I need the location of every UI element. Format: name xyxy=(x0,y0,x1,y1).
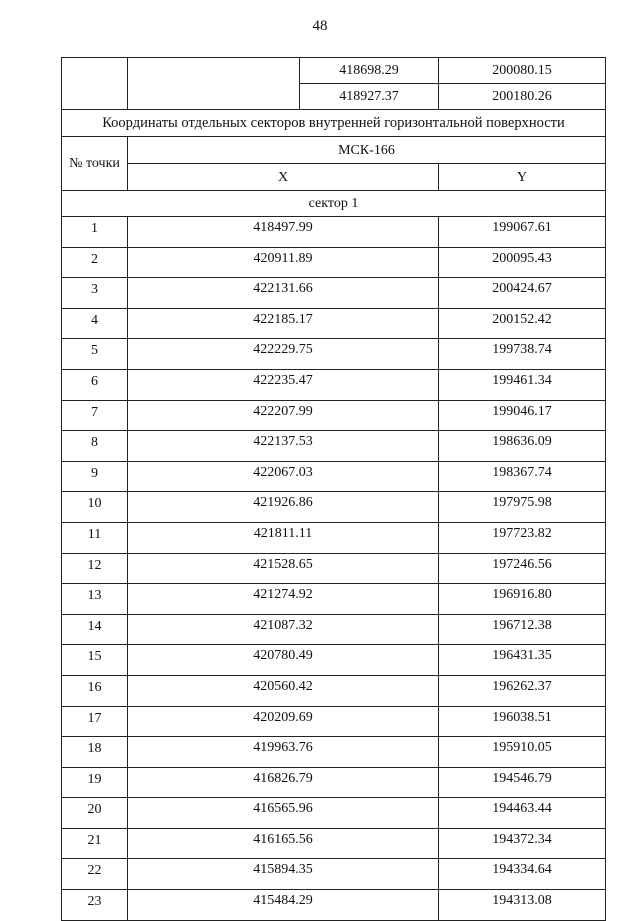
x-value-cell: 418698.29 xyxy=(300,58,439,84)
point-number-cell: 10 xyxy=(62,492,128,523)
y-value-cell: 200424.67 xyxy=(439,278,606,309)
table-row xyxy=(62,767,606,798)
table-row xyxy=(62,706,606,737)
point-number-cell: 17 xyxy=(62,706,128,737)
x-value-cell: 422131.66 xyxy=(128,278,439,309)
x-value-cell: 422235.47 xyxy=(128,369,439,400)
x-value-cell: 420560.42 xyxy=(128,675,439,706)
x-value-cell: 418927.37 xyxy=(300,84,439,110)
y-value-cell: 199461.34 xyxy=(439,369,606,400)
table-row xyxy=(62,369,606,400)
table-row xyxy=(62,339,606,370)
point-number-cell: 1 xyxy=(62,217,128,248)
point-number-header: № точки xyxy=(62,137,128,191)
y-value-cell: 198636.09 xyxy=(439,431,606,462)
coordinates-table xyxy=(61,57,606,921)
y-value-cell: 199067.61 xyxy=(439,217,606,248)
table-row xyxy=(62,492,606,523)
x-value-cell: 421811.11 xyxy=(128,522,439,553)
point-number-cell: 6 xyxy=(62,369,128,400)
y-column-header: Y xyxy=(439,164,606,191)
x-value-cell: 422185.17 xyxy=(128,308,439,339)
x-value-cell: 421274.92 xyxy=(128,584,439,615)
y-value-cell: 196038.51 xyxy=(439,706,606,737)
point-number-cell: 18 xyxy=(62,737,128,768)
point-number-cell: 4 xyxy=(62,308,128,339)
table-row xyxy=(62,737,606,768)
point-number-cell: 23 xyxy=(62,890,128,921)
y-value-cell: 198367.74 xyxy=(439,461,606,492)
page-number: 48 xyxy=(312,18,328,34)
section-title-row xyxy=(62,110,606,137)
table-row xyxy=(62,614,606,645)
table-row xyxy=(62,461,606,492)
table-row xyxy=(62,828,606,859)
x-value-cell: 416826.79 xyxy=(128,767,439,798)
y-value-cell: 194463.44 xyxy=(439,798,606,829)
y-value-cell: 196262.37 xyxy=(439,675,606,706)
table-row xyxy=(62,584,606,615)
point-number-cell: 20 xyxy=(62,798,128,829)
x-value-cell: 422207.99 xyxy=(128,400,439,431)
y-value-cell: 199738.74 xyxy=(439,339,606,370)
point-number-cell: 8 xyxy=(62,431,128,462)
point-number-cell: 19 xyxy=(62,767,128,798)
point-number-cell: 2 xyxy=(62,247,128,278)
point-number-cell: 16 xyxy=(62,675,128,706)
x-value-cell: 421528.65 xyxy=(128,553,439,584)
y-value-cell: 195910.05 xyxy=(439,737,606,768)
section-title: Координаты отдельных секторов внутренней горизонтальной поверхности xyxy=(62,110,606,137)
table-row xyxy=(62,675,606,706)
y-value-cell: 194313.08 xyxy=(439,890,606,921)
table-row xyxy=(62,58,606,84)
x-value-cell: 415894.35 xyxy=(128,859,439,890)
point-number-cell: 5 xyxy=(62,339,128,370)
y-value-cell: 194546.79 xyxy=(439,767,606,798)
point-number-cell: 22 xyxy=(62,859,128,890)
x-value-cell: 420780.49 xyxy=(128,645,439,676)
header-row xyxy=(62,137,606,164)
x-value-cell: 422137.53 xyxy=(128,431,439,462)
x-value-cell: 422067.03 xyxy=(128,461,439,492)
table-row xyxy=(62,645,606,676)
table-row xyxy=(62,278,606,309)
table-row xyxy=(62,217,606,248)
y-value-cell: 197246.56 xyxy=(439,553,606,584)
coordinate-system-header: МСК-166 xyxy=(128,137,606,164)
x-value-cell: 422229.75 xyxy=(128,339,439,370)
point-number-cell: 3 xyxy=(62,278,128,309)
table-row xyxy=(62,859,606,890)
x-value-cell: 420911.89 xyxy=(128,247,439,278)
y-value-cell: 200152.42 xyxy=(439,308,606,339)
point-number-cell: 13 xyxy=(62,584,128,615)
y-value-cell: 200080.15 xyxy=(439,58,606,84)
sector-row xyxy=(62,191,606,217)
y-value-cell: 194334.64 xyxy=(439,859,606,890)
header-row xyxy=(62,164,606,191)
x-value-cell: 420209.69 xyxy=(128,706,439,737)
point-number-cell: 11 xyxy=(62,522,128,553)
table-row xyxy=(62,890,606,921)
y-value-cell: 196712.38 xyxy=(439,614,606,645)
table-row xyxy=(62,431,606,462)
x-column-header: X xyxy=(128,164,439,191)
y-value-cell: 196916.80 xyxy=(439,584,606,615)
table-row xyxy=(62,308,606,339)
point-number-cell: 21 xyxy=(62,828,128,859)
x-value-cell: 419963.76 xyxy=(128,737,439,768)
point-number-cell: 15 xyxy=(62,645,128,676)
y-value-cell: 200180.26 xyxy=(439,84,606,110)
x-value-cell: 415484.29 xyxy=(128,890,439,921)
y-value-cell: 199046.17 xyxy=(439,400,606,431)
point-number-cell: 9 xyxy=(62,461,128,492)
table-row xyxy=(62,553,606,584)
point-number-cell: 14 xyxy=(62,614,128,645)
y-value-cell: 197975.98 xyxy=(439,492,606,523)
y-value-cell: 194372.34 xyxy=(439,828,606,859)
x-value-cell: 421926.86 xyxy=(128,492,439,523)
point-number-cell: 7 xyxy=(62,400,128,431)
point-number-cell: 12 xyxy=(62,553,128,584)
x-value-cell: 421087.32 xyxy=(128,614,439,645)
sector-label: сектор 1 xyxy=(62,191,606,217)
table-row xyxy=(62,522,606,553)
x-value-cell: 416165.56 xyxy=(128,828,439,859)
y-value-cell: 200095.43 xyxy=(439,247,606,278)
y-value-cell: 196431.35 xyxy=(439,645,606,676)
x-value-cell: 418497.99 xyxy=(128,217,439,248)
empty-cell xyxy=(128,58,300,110)
table-row xyxy=(62,798,606,829)
table-row xyxy=(62,400,606,431)
x-value-cell: 416565.96 xyxy=(128,798,439,829)
y-value-cell: 197723.82 xyxy=(439,522,606,553)
empty-cell xyxy=(62,58,128,110)
table-row xyxy=(62,247,606,278)
